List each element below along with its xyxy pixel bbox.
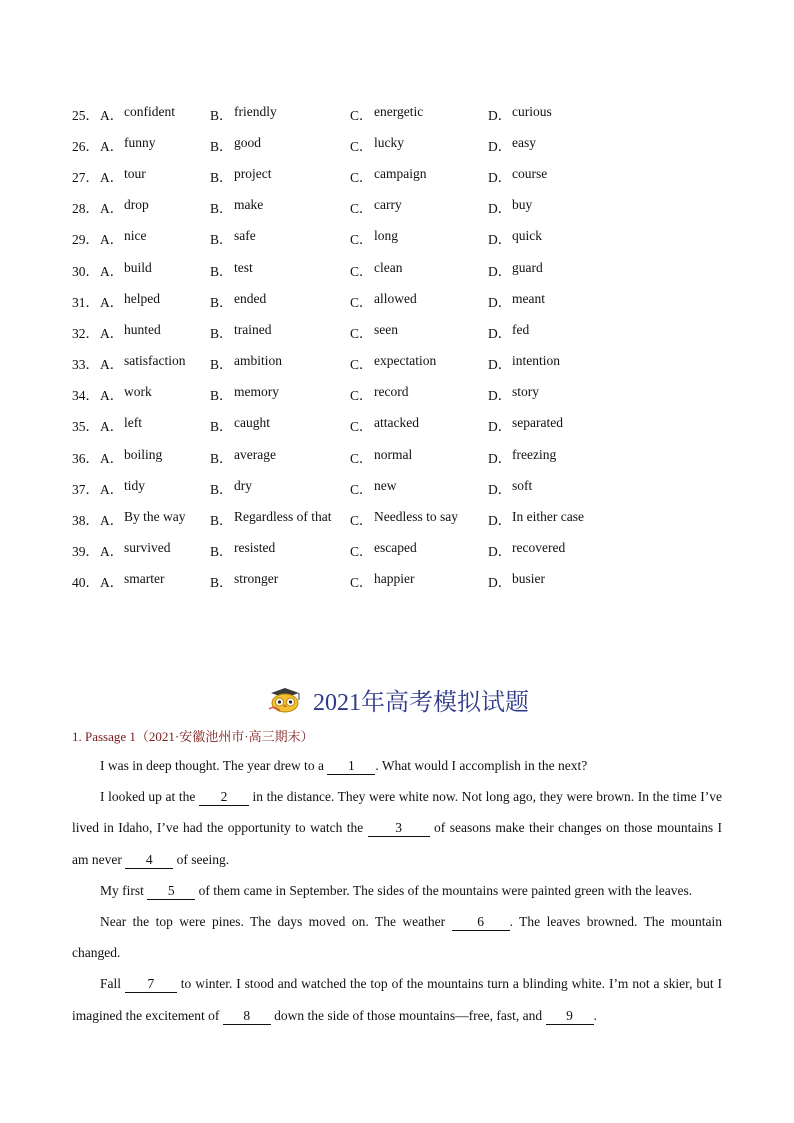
option-letter: B． — [210, 481, 233, 497]
blank-2[interactable]: 2 — [199, 789, 249, 806]
option-letter: A． — [100, 263, 124, 279]
option-letter: C． — [350, 388, 373, 404]
option-c[interactable] — [350, 571, 488, 591]
option-text: guard — [512, 259, 543, 275]
option-b[interactable] — [210, 384, 350, 404]
option-d[interactable] — [488, 166, 608, 186]
option-a[interactable] — [100, 104, 210, 124]
option-letter: D． — [488, 513, 512, 529]
option-text: long — [374, 228, 399, 244]
option-letter: A． — [100, 294, 124, 310]
option-a[interactable] — [100, 166, 210, 186]
option-a[interactable] — [100, 322, 210, 342]
option-text: allowed — [374, 290, 417, 306]
option-b[interactable] — [210, 571, 350, 591]
option-text: stronger — [234, 571, 279, 587]
option-text: left — [124, 415, 142, 431]
option-text: helped — [124, 290, 160, 306]
option-text: memory — [234, 384, 279, 400]
option-a[interactable] — [100, 478, 210, 498]
option-b[interactable] — [210, 540, 350, 560]
option-text: make — [234, 197, 264, 213]
option-letter: C． — [350, 513, 373, 529]
option-text: attacked — [374, 415, 419, 431]
option-a[interactable] — [100, 291, 210, 311]
option-text: fed — [512, 321, 530, 337]
option-text: resisted — [234, 540, 276, 556]
question-number: 28． — [72, 201, 99, 217]
option-text: record — [374, 384, 409, 400]
option-a[interactable] — [100, 228, 210, 248]
option-letter: D． — [488, 169, 512, 185]
question-row — [72, 472, 608, 503]
option-text: freezing — [512, 446, 557, 462]
question-row — [72, 503, 608, 534]
option-letter: C． — [350, 294, 373, 310]
option-text: trained — [234, 321, 272, 337]
option-letter: A． — [100, 232, 124, 248]
option-letter: B． — [210, 263, 233, 279]
option-text: course — [512, 165, 548, 181]
option-c[interactable] — [350, 104, 488, 124]
option-b[interactable] — [210, 291, 350, 311]
paragraph-4: Near the top were pines. The days moved on. The weather 6 . The leaves browned. The mountain changed. — [72, 914, 722, 961]
option-d[interactable] — [488, 260, 608, 280]
option-letter: A． — [100, 481, 124, 497]
option-letter: C． — [350, 357, 373, 373]
question-number: 40． — [72, 575, 99, 591]
question-row — [72, 223, 608, 254]
question-row — [72, 441, 608, 472]
option-text: boiling — [124, 446, 163, 462]
option-d[interactable] — [488, 228, 608, 248]
owl-graduate-icon — [265, 687, 305, 713]
option-letter: B． — [210, 294, 233, 310]
option-letter: C． — [350, 325, 373, 341]
option-c[interactable] — [350, 228, 488, 248]
option-text: drop — [124, 197, 149, 213]
option-c[interactable] — [350, 353, 488, 373]
question-number: 32． — [72, 325, 99, 341]
option-letter: B． — [210, 513, 233, 529]
option-b[interactable] — [210, 509, 350, 529]
option-letter: D． — [488, 138, 512, 154]
option-letter: C． — [350, 481, 373, 497]
option-b[interactable] — [210, 166, 350, 186]
option-text: easy — [512, 134, 536, 150]
question-row — [72, 535, 608, 566]
option-letter: D． — [488, 544, 512, 560]
option-b[interactable] — [210, 415, 350, 435]
option-text: nice — [124, 228, 147, 244]
option-a[interactable] — [100, 509, 210, 529]
option-c[interactable] — [350, 166, 488, 186]
question-row — [72, 129, 608, 160]
passage-body — [72, 750, 722, 1031]
option-letter: A． — [100, 325, 124, 341]
option-letter: B． — [210, 169, 233, 185]
option-d[interactable] — [488, 197, 608, 217]
paragraph-5: Fall 7 to winter. I stood and watched the top of the mountains turn a blinding white. I’m not a skier, but I imagined the excitement of 8 down the side of those mountains—free, fast, and 9 . — [72, 976, 722, 1023]
paragraph-3: My first 5 of them came in September. The sides of the mountains were painted green with the leaves. — [100, 882, 693, 898]
option-letter: D． — [488, 263, 512, 279]
option-text: curious — [512, 103, 552, 119]
option-a[interactable] — [100, 540, 210, 560]
option-text: clean — [374, 259, 403, 275]
option-text: buy — [512, 197, 533, 213]
question-row — [72, 410, 608, 441]
option-text: new — [374, 477, 397, 493]
option-d[interactable] — [488, 384, 608, 404]
option-text: friendly — [234, 103, 277, 119]
option-text: In either case — [512, 509, 584, 525]
option-letter: A． — [100, 138, 124, 154]
blank-9[interactable]: 9 — [546, 1008, 594, 1025]
option-letter: B． — [210, 388, 233, 404]
question-row — [72, 285, 608, 316]
option-text: ambition — [234, 353, 282, 369]
question-row — [72, 160, 608, 191]
option-d[interactable] — [488, 353, 608, 373]
option-letter: A． — [100, 107, 124, 123]
blank-6[interactable]: 6 — [452, 914, 510, 931]
option-text: dry — [234, 477, 252, 493]
option-text: work — [124, 384, 152, 400]
option-text: safe — [234, 228, 256, 244]
option-letter: B． — [210, 575, 233, 591]
option-text: tour — [124, 165, 146, 181]
option-a[interactable] — [100, 197, 210, 217]
option-c[interactable] — [350, 322, 488, 342]
option-letter: B． — [210, 325, 233, 341]
option-d[interactable] — [488, 478, 608, 498]
option-d[interactable] — [488, 415, 608, 435]
option-letter: A． — [100, 575, 124, 591]
option-c[interactable] — [350, 197, 488, 217]
option-text: intention — [512, 353, 560, 369]
question-row — [72, 98, 608, 129]
option-text: ended — [234, 290, 267, 306]
option-d[interactable] — [488, 447, 608, 467]
option-b[interactable] — [210, 228, 350, 248]
option-letter: D． — [488, 357, 512, 373]
question-row — [72, 316, 608, 347]
option-c[interactable] — [350, 291, 488, 311]
option-b[interactable] — [210, 197, 350, 217]
option-letter: A． — [100, 513, 124, 529]
option-letter: A． — [100, 544, 124, 560]
option-text: Needless to say — [374, 509, 458, 525]
option-text: normal — [374, 446, 413, 462]
question-number: 33． — [72, 357, 99, 373]
option-d[interactable] — [488, 571, 608, 591]
option-text: project — [234, 165, 272, 181]
question-row — [72, 254, 608, 285]
blank-1[interactable]: 1 — [327, 758, 375, 775]
option-letter: B． — [210, 138, 233, 154]
section-title — [0, 682, 794, 717]
option-b[interactable] — [210, 135, 350, 155]
option-c[interactable] — [350, 135, 488, 155]
option-letter: D． — [488, 450, 512, 466]
option-d[interactable] — [488, 135, 608, 155]
question-row — [72, 192, 608, 223]
question-number: 31． — [72, 294, 99, 310]
option-c[interactable] — [350, 478, 488, 498]
option-letter: D． — [488, 419, 512, 435]
option-d[interactable] — [488, 104, 608, 124]
question-number: 25． — [72, 107, 99, 123]
option-d[interactable] — [488, 291, 608, 311]
option-a[interactable] — [100, 135, 210, 155]
option-text: quick — [512, 228, 542, 244]
option-letter: B． — [210, 419, 233, 435]
option-text: campaign — [374, 165, 427, 181]
question-number: 34． — [72, 388, 99, 404]
option-c[interactable] — [350, 509, 488, 529]
option-letter: C． — [350, 575, 373, 591]
option-letter: B． — [210, 201, 233, 217]
question-row — [72, 566, 608, 597]
option-text: meant — [512, 290, 545, 306]
option-text: funny — [124, 134, 156, 150]
question-number: 36． — [72, 450, 99, 466]
option-d[interactable] — [488, 540, 608, 560]
option-letter: D． — [488, 107, 512, 123]
option-text: confident — [124, 103, 175, 119]
option-letter: C． — [350, 107, 373, 123]
option-b[interactable] — [210, 478, 350, 498]
option-d[interactable] — [488, 509, 608, 529]
option-text: escaped — [374, 540, 417, 556]
option-text: smarter — [124, 571, 165, 587]
option-letter: C． — [350, 169, 373, 185]
option-text: busier — [512, 571, 545, 587]
passage-header: 1. Passage 1（2021·安徽池州市·高三期末） — [72, 729, 314, 744]
option-text: survived — [124, 540, 171, 556]
option-text: hunted — [124, 321, 161, 337]
option-text: recovered — [512, 540, 566, 556]
question-number: 29． — [72, 232, 99, 248]
question-number: 26． — [72, 138, 99, 154]
option-text: good — [234, 134, 261, 150]
question-number: 38． — [72, 513, 99, 529]
option-letter: D． — [488, 388, 512, 404]
question-number: 39． — [72, 544, 99, 560]
paragraph-1: I was in deep thought. The year drew to a 1 . What would I accomplish in the next? — [100, 758, 588, 773]
option-text: caught — [234, 415, 270, 431]
option-letter: B． — [210, 357, 233, 373]
section-title-text: 2021年高考模拟试题 — [313, 690, 529, 716]
option-letter: B． — [210, 450, 233, 466]
option-a[interactable] — [100, 447, 210, 467]
option-text: By the way — [124, 509, 186, 525]
option-letter: C． — [350, 450, 373, 466]
option-letter: B． — [210, 107, 233, 123]
option-letter: D． — [488, 232, 512, 248]
option-letter: A． — [100, 419, 124, 435]
option-letter: C． — [350, 419, 373, 435]
option-text: expectation — [374, 353, 437, 369]
option-letter: D． — [488, 481, 512, 497]
option-a[interactable] — [100, 353, 210, 373]
option-b[interactable] — [210, 322, 350, 342]
option-text: story — [512, 384, 539, 400]
option-letter: D． — [488, 575, 512, 591]
option-text: tidy — [124, 477, 146, 493]
option-text: energetic — [374, 103, 424, 119]
option-letter: D． — [488, 201, 512, 217]
question-row — [72, 348, 608, 379]
option-letter: C． — [350, 263, 373, 279]
option-letter: A． — [100, 201, 124, 217]
answer-options-list — [72, 98, 608, 597]
option-letter: D． — [488, 325, 512, 341]
option-b[interactable] — [210, 104, 350, 124]
blank-7[interactable]: 7 — [125, 976, 177, 993]
option-text: average — [234, 446, 276, 462]
option-text: Regardless of that — [234, 509, 332, 525]
option-c[interactable] — [350, 260, 488, 280]
option-text: soft — [512, 477, 533, 493]
option-text: satisfaction — [124, 353, 186, 369]
option-c[interactable] — [350, 447, 488, 467]
paragraph-2: I looked up at the 2 in the distance. They were white now. Not long ago, they were brown. In the time I’ve lived in Idaho, I’ve had the opportunity to watch the 3 of seasons make their changes on those mountains I am never 4 of seeing. — [72, 789, 722, 867]
option-c[interactable] — [350, 384, 488, 404]
option-text: test — [234, 259, 253, 275]
option-letter: A． — [100, 169, 124, 185]
option-letter: D． — [488, 294, 512, 310]
blank-5[interactable]: 5 — [147, 883, 195, 900]
option-b[interactable] — [210, 353, 350, 373]
option-letter: C． — [350, 138, 373, 154]
question-number: 35． — [72, 419, 99, 435]
option-c[interactable] — [350, 415, 488, 435]
question-row — [72, 379, 608, 410]
question-number: 37． — [72, 481, 99, 497]
option-letter: C． — [350, 544, 373, 560]
question-number: 27． — [72, 169, 99, 185]
option-d[interactable] — [488, 322, 608, 342]
option-text: separated — [512, 415, 563, 431]
option-b[interactable] — [210, 447, 350, 467]
option-a[interactable] — [100, 384, 210, 404]
option-letter: B． — [210, 232, 233, 248]
question-number: 30． — [72, 263, 99, 279]
option-letter: A． — [100, 388, 124, 404]
option-a[interactable] — [100, 571, 210, 591]
option-text: seen — [374, 321, 398, 337]
option-a[interactable] — [100, 260, 210, 280]
option-letter: A． — [100, 357, 124, 373]
blank-4[interactable]: 4 — [125, 852, 173, 869]
option-text: happier — [374, 571, 415, 587]
option-text: build — [124, 259, 152, 275]
option-b[interactable] — [210, 260, 350, 280]
option-letter: B． — [210, 544, 233, 560]
option-text: carry — [374, 197, 402, 213]
option-text: lucky — [374, 134, 404, 150]
blank-3[interactable]: 3 — [368, 820, 430, 837]
blank-8[interactable]: 8 — [223, 1008, 271, 1025]
option-c[interactable] — [350, 540, 488, 560]
option-letter: A． — [100, 450, 124, 466]
option-letter: C． — [350, 232, 373, 248]
option-letter: C． — [350, 201, 373, 217]
option-a[interactable] — [100, 415, 210, 435]
